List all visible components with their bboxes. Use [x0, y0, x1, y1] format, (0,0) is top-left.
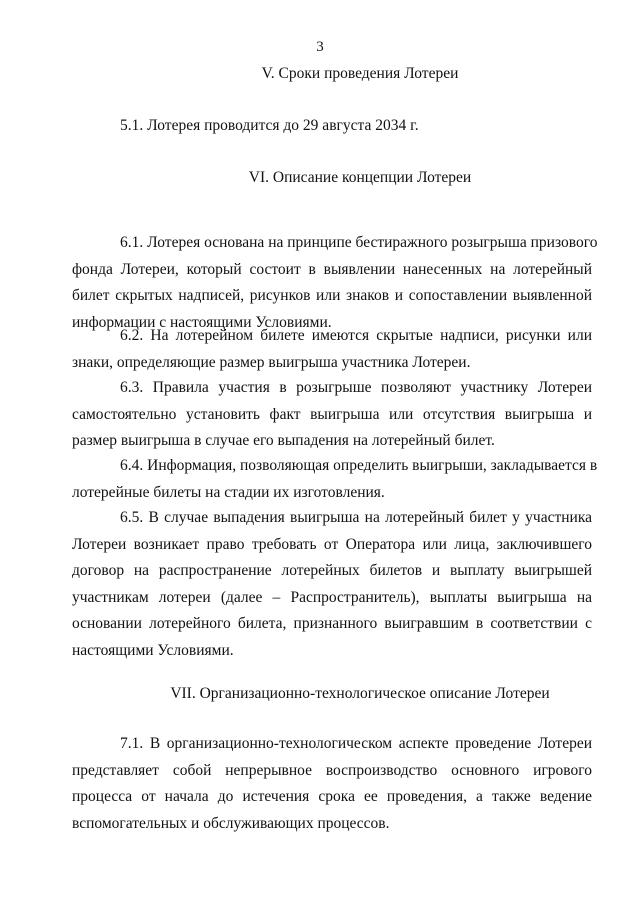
paragraph-6-3 — [72, 375, 592, 455]
paragraph-6-2 — [72, 323, 592, 376]
paragraph-line: самостоятельно установить факт выигрыша или отсутствия выигрыша и — [72, 405, 592, 423]
paragraph-6-5 — [72, 505, 592, 664]
paragraph-line: 7.1. В организационно-технологическом аспекте проведение Лотереи — [120, 735, 592, 752]
paragraph-line: лотерейные билеты на стадии их изготовления. — [72, 483, 385, 501]
paragraph-7-1 — [72, 731, 592, 837]
section-7-heading: VII. Организационно-технологическое описание Лотереи — [170, 685, 550, 702]
paragraph-5-1: 5.1. Лотерея проводится до 29 августа 2034 г. — [120, 117, 419, 134]
paragraph-line: 6.2. На лотерейном билете имеются скрытые надписи, рисунки или — [120, 327, 592, 344]
paragraph-line: процесса от начала до истечения срока ее проведения, а также ведение — [72, 788, 592, 805]
paragraph-line: 6.5. В случае выпадения выигрыша на лотерейный билет у участника — [120, 509, 592, 526]
paragraph-line: Лотереи возникает право требовать от Оператора или лица, заключившего — [72, 535, 592, 553]
paragraph-line: информации с настоящими Условиями. — [72, 313, 332, 331]
paragraph-line: размер выигрыша в случае его выпадения на лотерейный билет. — [72, 432, 495, 449]
paragraph-line: 6.3. Правила участия в розыгрыше позволяют участнику Лотереи — [120, 379, 592, 396]
paragraph-line: представляет собой непрерывное воспроизводство основного игрового — [72, 761, 592, 779]
paragraph-line: настоящими Условиями. — [72, 641, 234, 659]
paragraph-line: знаки, определяющие размер выигрыша участника Лотереи. — [72, 353, 471, 371]
paragraph-line: договор на распространение лотерейных билетов и выплату выигрышей — [72, 562, 592, 579]
paragraph-line: фонда Лотереи, который состоит в выявлении нанесенных на лотерейный — [72, 260, 592, 278]
paragraph-line: 6.4. Информация, позволяющая определить выигрыши, закладывается в — [120, 457, 598, 474]
paragraph-6-4 — [72, 453, 598, 506]
paragraph-line: 6.1. Лотерея основана на принципе бестиражного розыгрыша призового — [120, 234, 598, 251]
paragraph-6-1 — [72, 230, 598, 336]
page-number: 3 — [316, 39, 324, 55]
paragraph-line: участникам лотереи (далее – Распространитель), выплаты выигрыша на — [72, 588, 592, 606]
section-6-heading: VI. Описание концепции Лотереи — [248, 169, 472, 186]
section-5-heading: V. Сроки проведения Лотереи — [261, 65, 459, 82]
paragraph-line: вспомогательных и обслуживающих процессов. — [72, 814, 390, 832]
paragraph-line: основании лотерейного билета, признанного выигравшим в соответствии с — [72, 615, 592, 632]
paragraph-line: билет скрытых надписей, рисунков или знаков и сопоставлении выявленной — [72, 287, 592, 304]
